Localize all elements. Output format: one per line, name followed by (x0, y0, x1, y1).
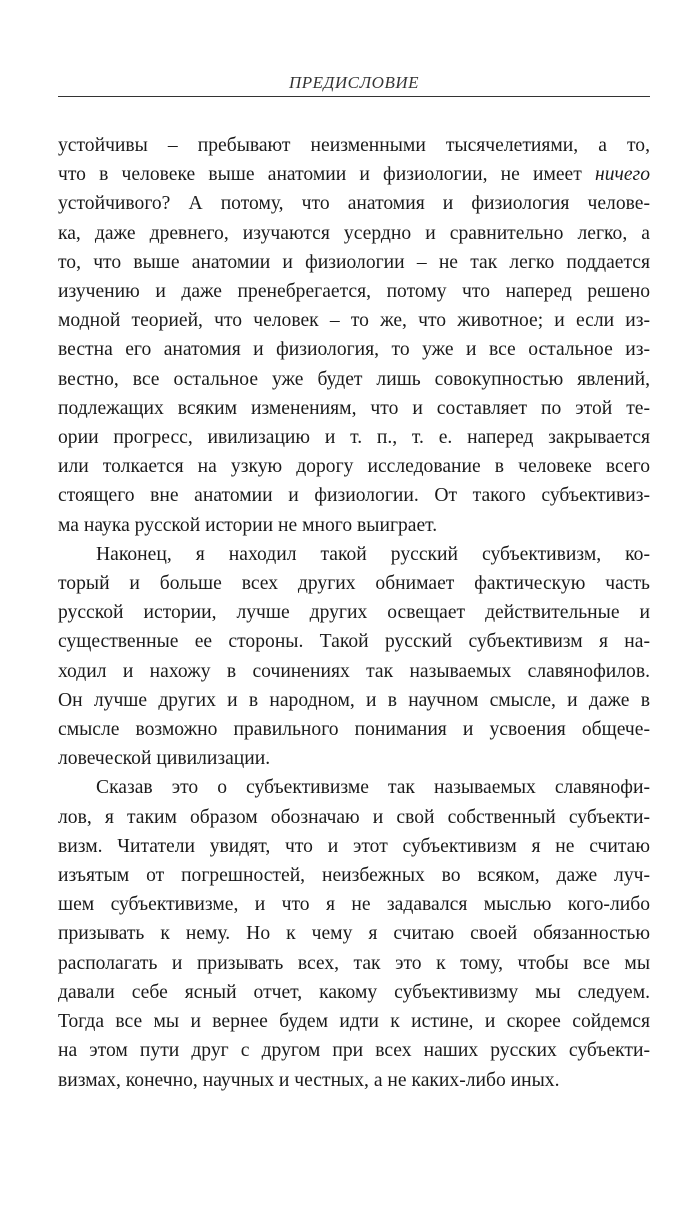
text-line: давали себе ясный отчет, какому субъективизму мы следуем. (58, 981, 650, 1003)
text-line: вестна его анатомия и физиология, то уже и все остальное из- (58, 339, 650, 361)
text-line: визм. Читатели увидят, что и этот субъективизм я не считаю (58, 835, 650, 857)
text-line: ории прогресс, ивилизацию и т. п., т. е. наперед закрывается (58, 427, 650, 449)
text-run: что в человеке выше анатомии и физиологии, не имеет (58, 164, 595, 186)
text-line: призывать к нему. Но к чему я считаю своей обязанностью (58, 923, 650, 945)
text-line (58, 160, 650, 189)
text-line: изъятым от погрешностей, неизбежных во всяком, даже луч- (58, 865, 650, 887)
running-header: ПРЕДИСЛОВИЕ (288, 73, 420, 92)
text-line: ка, даже древнего, изучаются усердно и сравнительно легко, а (58, 222, 650, 244)
text-line: располагать и призывать всех, так это к тому, чтобы все мы (58, 952, 650, 974)
text-line: существенные ее стороны. Такой русский субъективизм я на- (58, 631, 650, 653)
text-line: Сказав это о субъективизме так называемых славянофи- (96, 777, 650, 799)
body-text (58, 131, 650, 1095)
text-line: ловеческой цивилизации. (58, 748, 271, 770)
text-line: стоящего вне анатомии и физиологии. От такого субъективиз- (58, 485, 650, 507)
text-line: русской истории, лучше других освещает действительные и (58, 602, 650, 624)
text-line: лов, я таким образом обозначаю и свой собственный субъекти- (58, 806, 650, 828)
text-line: или толкается на узкую дорогу исследование в человеке всего (58, 456, 650, 478)
header-rule (58, 96, 650, 97)
paragraph-3 (58, 773, 650, 1094)
text-line: ма наука русской истории не много выиграет. (58, 514, 438, 536)
text-line: вестно, все остальное уже будет лишь совокупностью явлений, (58, 368, 650, 390)
text-line: изучению и даже пренебрегается, потому что наперед решено (58, 281, 650, 303)
text-line: шем субъективизме, и что я не задавался мыслью кого-либо (58, 894, 650, 916)
text-line: подлежащих всяким изменениям, что и составляет по этой те- (58, 397, 650, 419)
text-line: устойчивы – пребывают неизменными тысячелетиями, а то, (58, 135, 650, 156)
text-line: модной теорией, что человек – то же, что животное; и если из- (58, 310, 650, 332)
italic-emphasis: ничего (594, 164, 650, 186)
text-line: на этом пути друг с другом при всех наших русских субъекти- (58, 1040, 650, 1062)
text-line: Наконец, я находил такой русский субъективизм, ко- (96, 543, 650, 565)
text-line: смысле возможно правильного понимания и усвоения общече- (58, 719, 650, 741)
text-line: ходил и нахожу в сочинениях так называемых славянофилов. (58, 660, 650, 682)
paragraph-1 (58, 131, 650, 540)
text-line: то, что выше анатомии и физиологии – не так легко поддается (58, 251, 650, 273)
text-line: торый и больше всех других обнимает фактическую часть (58, 573, 650, 595)
text-line: Он лучше других и в народном, и в научном смысле, и даже в (58, 689, 650, 711)
text-line: визмах, конечно, научных и честных, а не каких-либо иных. (58, 1069, 560, 1091)
text-line: Тогда все мы и вернее будем идти к истине, и скорее сойдемся (58, 1011, 650, 1033)
book-page (58, 72, 650, 1095)
text-line: устойчивого? А потому, что анатомия и физиология челове- (58, 193, 650, 215)
paragraph-2 (58, 540, 650, 774)
